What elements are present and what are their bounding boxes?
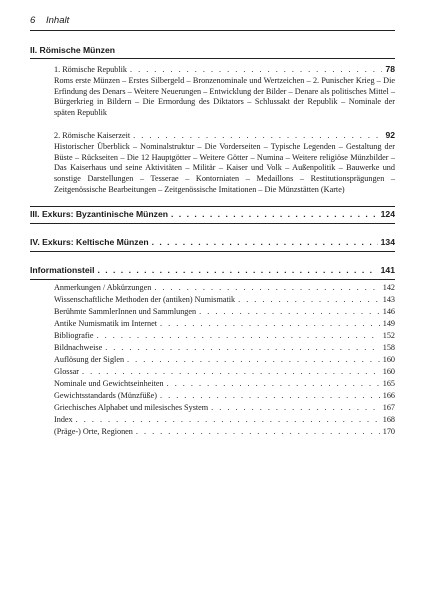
toc-item[interactable]	[54, 318, 395, 330]
leader-dots	[154, 282, 379, 294]
leader-dots	[171, 209, 378, 220]
leader-dots	[105, 342, 380, 354]
item-page: 168	[382, 414, 395, 424]
toc-item[interactable]	[54, 354, 395, 366]
section-title: II. Römische Münzen	[30, 45, 115, 55]
item-page: 160	[382, 366, 395, 376]
entry-title: 2. Römische Kaiserzeit	[54, 130, 131, 140]
item-page: 149	[382, 318, 395, 328]
item-title: Bibliografie	[54, 330, 94, 340]
running-head	[30, 15, 395, 31]
entry-description: Roms erste Münzen – Erstes Silbergeld – Bronzenominale und Wertzeichen – 2. Punischer Krieg – Die Erfindung des Denars – Weitere Neuerungen – Entwicklung der Bilder – Denare als politisches Mittel – Bürgerkrieg in Bildern – Die Ermordung des Diktators – Schlussakt der Republik – Nominale der späten Republik	[54, 75, 395, 118]
leader-dots	[76, 414, 380, 426]
item-page: 160	[382, 354, 395, 364]
section-heading-byzantine[interactable]	[30, 206, 395, 224]
leader-dots	[97, 265, 377, 276]
item-page: 152	[382, 330, 395, 340]
leader-dots	[211, 402, 380, 414]
toc-entry-imperial[interactable]	[54, 130, 395, 196]
item-title: Glossar	[54, 366, 80, 376]
leader-dots	[167, 378, 380, 390]
section-title: Informationsteil	[30, 264, 95, 275]
item-page: 142	[382, 282, 395, 292]
running-title: Inhalt	[46, 15, 70, 26]
toc-item[interactable]	[54, 330, 395, 342]
section-title: IV. Exkurs: Keltische Münzen	[30, 236, 149, 247]
item-title: Berühmte SammlerInnen und Sammlungen	[54, 306, 197, 316]
information-items	[54, 282, 395, 438]
item-title: Auflösung der Siglen	[54, 354, 125, 364]
entry-page: 78	[385, 64, 395, 74]
leader-dots	[130, 65, 382, 76]
toc-item[interactable]	[54, 294, 395, 306]
table-of-contents	[30, 45, 395, 438]
section-page: 134	[380, 236, 395, 247]
toc-item[interactable]	[54, 366, 395, 378]
toc-item[interactable]	[54, 306, 395, 318]
section-heading-celtic[interactable]	[30, 237, 395, 252]
toc-item[interactable]	[54, 390, 395, 402]
section-title: III. Exkurs: Byzantinische Münzen	[30, 208, 169, 219]
item-title: Griechisches Alphabet und milesisches System	[54, 402, 209, 412]
leader-dots	[160, 318, 380, 330]
leader-dots	[127, 354, 380, 366]
leader-dots	[133, 131, 382, 142]
item-title: Bildnachweise	[54, 342, 103, 352]
leader-dots	[152, 237, 378, 248]
section-heading-information[interactable]	[30, 265, 395, 280]
leader-dots	[238, 294, 380, 306]
item-page: 165	[382, 378, 395, 388]
toc-item[interactable]	[54, 426, 395, 438]
entry-page: 92	[385, 129, 395, 140]
toc-item[interactable]	[54, 342, 395, 354]
leader-dots	[160, 390, 380, 402]
section-page: 141	[380, 264, 395, 275]
item-page: 167	[382, 402, 395, 412]
leader-dots	[97, 330, 380, 342]
item-title: Index	[54, 414, 73, 424]
item-page: 143	[382, 294, 395, 304]
section-body-roman	[54, 64, 395, 196]
item-title: Anmerkungen / Abkürzungen	[54, 282, 152, 292]
item-title: (Präge-) Orte, Regionen	[54, 426, 133, 436]
item-title: Antike Numismatik im Internet	[54, 318, 158, 328]
item-page: 170	[382, 426, 395, 436]
item-title: Nominale und Gewichtseinheiten	[54, 378, 164, 388]
toc-item[interactable]	[54, 378, 395, 390]
section-heading-roman	[30, 45, 395, 59]
page-number: 6	[30, 15, 36, 26]
entry-description: Historischer Überblick – Nominalstruktur – Die Vorderseiten – Typische Legenden – Gestaltung der Büste – Rückseiten – Die 12 Hauptgötter – Weitere Götter – Numina – Weitere religiöse Münzbilder – Das Kaiserhaus und seine Aktivitäten – Militär – Kaiser und Volk – Außenpolitik – Bauwerke und sonstige Darstellungen – Tesserae – Kontorniaten – Medaillons – Restitutionsprägungen – Zeitgenössische Bearbeitungen – Zeitgenössische Imitationen – Die Münzstätten (Karte)	[54, 141, 395, 194]
item-title: Gewichtsstandards (Münzfüße)	[54, 390, 157, 400]
toc-item[interactable]	[54, 414, 395, 426]
toc-entry-republic[interactable]	[54, 64, 395, 119]
toc-item[interactable]	[54, 402, 395, 414]
toc-item[interactable]	[54, 282, 395, 294]
item-page: 166	[382, 390, 395, 400]
item-page: 146	[382, 306, 395, 316]
item-page: 158	[382, 342, 395, 352]
entry-title: 1. Römische Republik	[54, 65, 127, 74]
leader-dots	[199, 306, 380, 318]
leader-dots	[136, 426, 380, 438]
section-page: 124	[380, 208, 395, 219]
item-title: Wissenschaftliche Methoden der (antiken) Numismatik	[54, 294, 236, 304]
leader-dots	[82, 366, 380, 378]
